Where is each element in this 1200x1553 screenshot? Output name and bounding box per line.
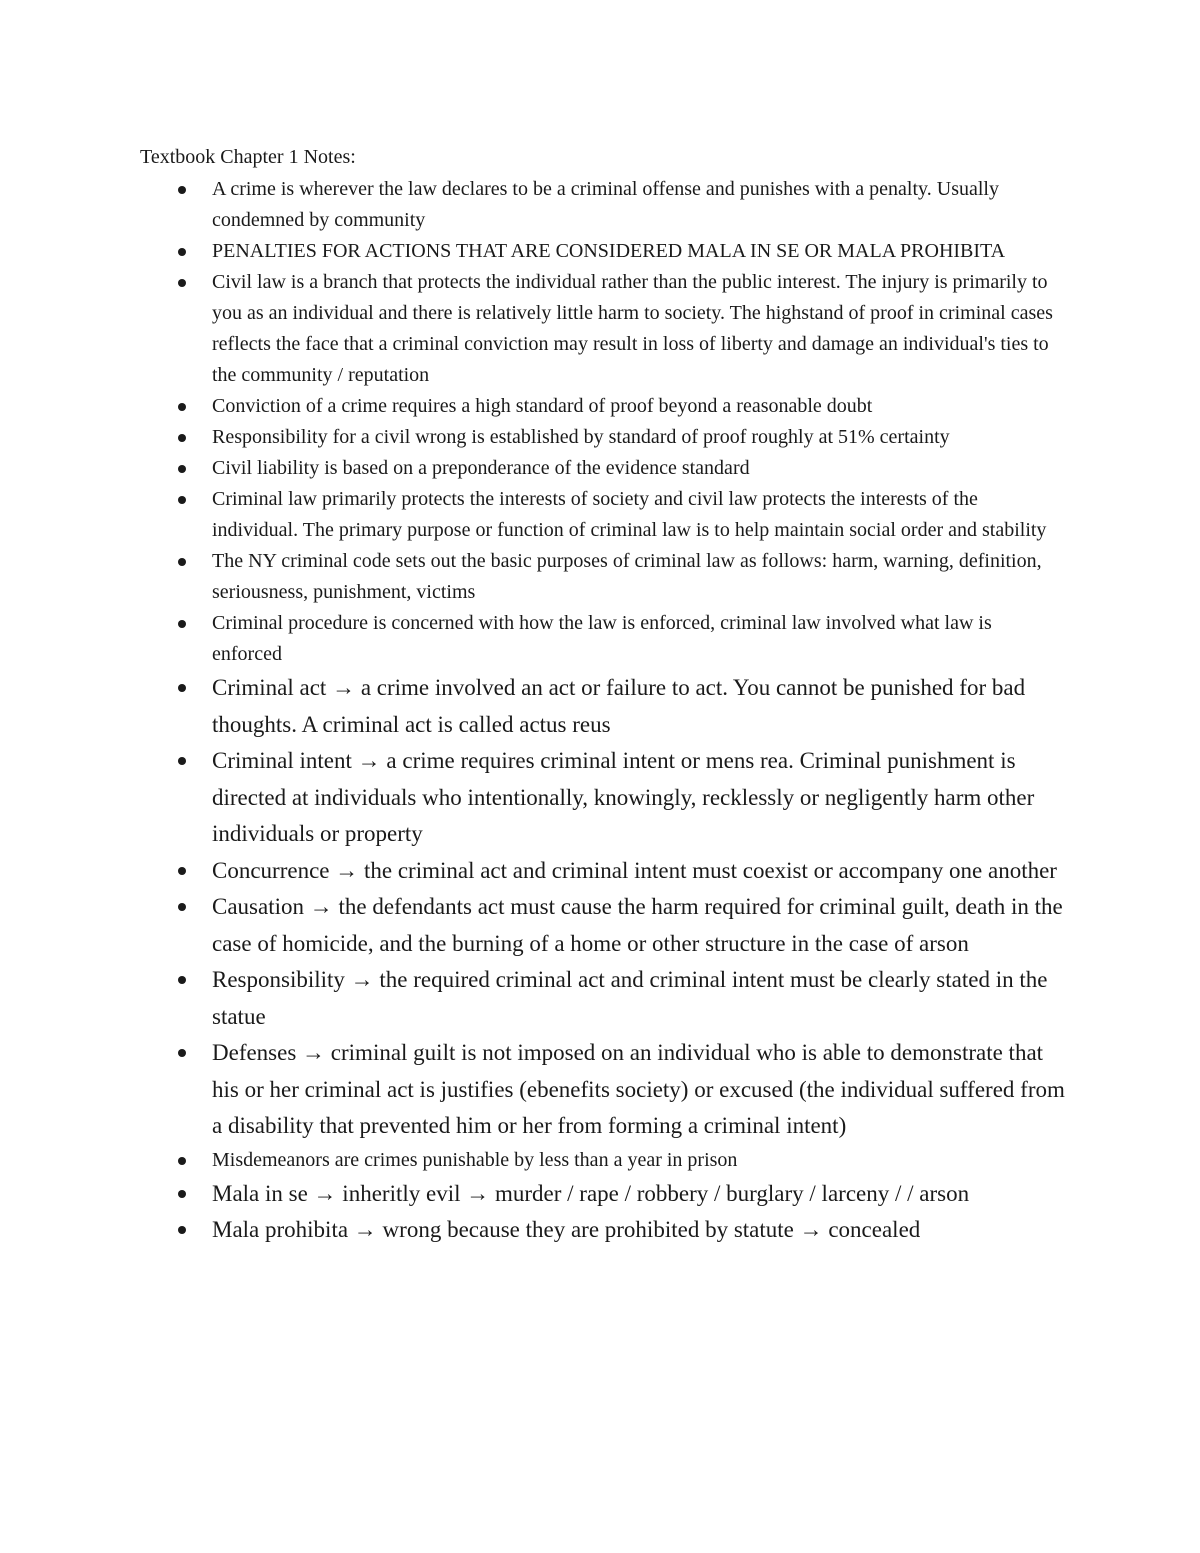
list-item xyxy=(140,422,1065,453)
list-item-text: A crime is wherever the law declares to be a criminal offense and punishes with a penalty. Usually condemned by community xyxy=(212,178,999,231)
list-item-text: Criminal act → a crime involved an act or failure to act. You cannot be punished for bad thoughts. A criminal act is called actus reus xyxy=(212,675,1026,737)
bullet-icon xyxy=(178,434,186,442)
bullet-icon xyxy=(178,1049,186,1057)
bullet-icon xyxy=(178,558,186,566)
list-item xyxy=(140,853,1065,890)
list-item-text: Defenses → criminal guilt is not imposed on an individual who is able to demonstrate that his or her criminal act is justifies (ebenefits society) or excused (the individual suffered from a disability that prevented him or her from forming a criminal intent) xyxy=(212,1040,1065,1138)
list-item xyxy=(140,962,1065,1035)
bullet-icon xyxy=(178,620,186,628)
bullet-icon xyxy=(178,403,186,411)
bullet-icon xyxy=(178,186,186,194)
bullet-icon xyxy=(178,1157,186,1165)
list-item xyxy=(140,670,1065,743)
bullet-icon xyxy=(178,465,186,473)
list-item-text: Civil law is a branch that protects the individual rather than the public interest. The injury is primarily to you as an individual and there is relatively little harm to society. The highstand of proof in criminal cases reflects the face that a criminal conviction may result in loss of liberty and damage an individual's ties to the community / reputation xyxy=(212,271,1053,386)
bullet-icon xyxy=(178,867,186,875)
bullet-icon xyxy=(178,1190,186,1198)
list-item-text: Civil liability is based on a preponderance of the evidence standard xyxy=(212,457,750,479)
list-item xyxy=(140,236,1065,267)
list-item-text: The NY criminal code sets out the basic purposes of criminal law as follows: harm, warning, definition, seriousness, punishment, victims xyxy=(212,550,1042,603)
list-item xyxy=(140,267,1065,391)
list-item-text: Misdemeanors are crimes punishable by less than a year in prison xyxy=(212,1148,738,1171)
page-title: Textbook Chapter 1 Notes: xyxy=(140,146,356,168)
bullet-icon xyxy=(178,496,186,504)
list-item xyxy=(140,889,1065,962)
list-item-text: Responsibility → the required criminal act and criminal intent must be clearly stated in the statue xyxy=(212,967,1048,1029)
list-item xyxy=(140,743,1065,853)
list-item xyxy=(140,1212,1065,1249)
bullet-icon xyxy=(178,1226,186,1234)
bullet-icon xyxy=(178,684,186,692)
list-item-text: PENALTIES FOR ACTIONS THAT ARE CONSIDERED MALA IN SE OR MALA PROHIBITA xyxy=(212,240,1006,262)
bullet-icon xyxy=(178,757,186,765)
list-item xyxy=(140,174,1065,236)
list-item xyxy=(140,484,1065,546)
bullet-icon xyxy=(178,248,186,256)
list-item-text: Responsibility for a civil wrong is established by standard of proof roughly at 51% certainty xyxy=(212,426,950,448)
list-item xyxy=(140,546,1065,608)
list-item xyxy=(140,1145,1065,1176)
list-item-text: Criminal intent → a crime requires criminal intent or mens rea. Criminal punishment is directed at individuals who intentionally, knowingly, recklessly or negligently harm other individuals or property xyxy=(212,748,1035,846)
list-item-text: Causation → the defendants act must cause the harm required for criminal guilt, death in the case of homicide, and the burning of a home or other structure in the case of arson xyxy=(212,894,1063,956)
notes-list xyxy=(140,174,1065,1249)
bullet-icon xyxy=(178,976,186,984)
list-item xyxy=(140,391,1065,422)
list-item xyxy=(140,1035,1065,1145)
list-item-text: Criminal law primarily protects the interests of society and civil law protects the interests of the individual. The primary purpose or function of criminal law is to help maintain social order and stability xyxy=(212,488,1047,541)
list-item-text: Mala in se → inheritly evil → murder / rape / robbery / burglary / larceny / / arson xyxy=(212,1180,970,1206)
list-item xyxy=(140,1176,1065,1213)
list-item xyxy=(140,608,1065,670)
list-item-text: Criminal procedure is concerned with how the law is enforced, criminal law involved what law is enforced xyxy=(212,612,992,665)
bullet-icon xyxy=(178,903,186,911)
bullet-icon xyxy=(178,279,186,287)
list-item-text: Mala prohibita → wrong because they are prohibited by statute → concealed xyxy=(212,1217,921,1242)
list-item-text: Concurrence → the criminal act and criminal intent must coexist or accompany one another xyxy=(212,857,1057,883)
list-item xyxy=(140,453,1065,484)
list-item-text: Conviction of a crime requires a high standard of proof beyond a reasonable doubt xyxy=(212,395,873,417)
